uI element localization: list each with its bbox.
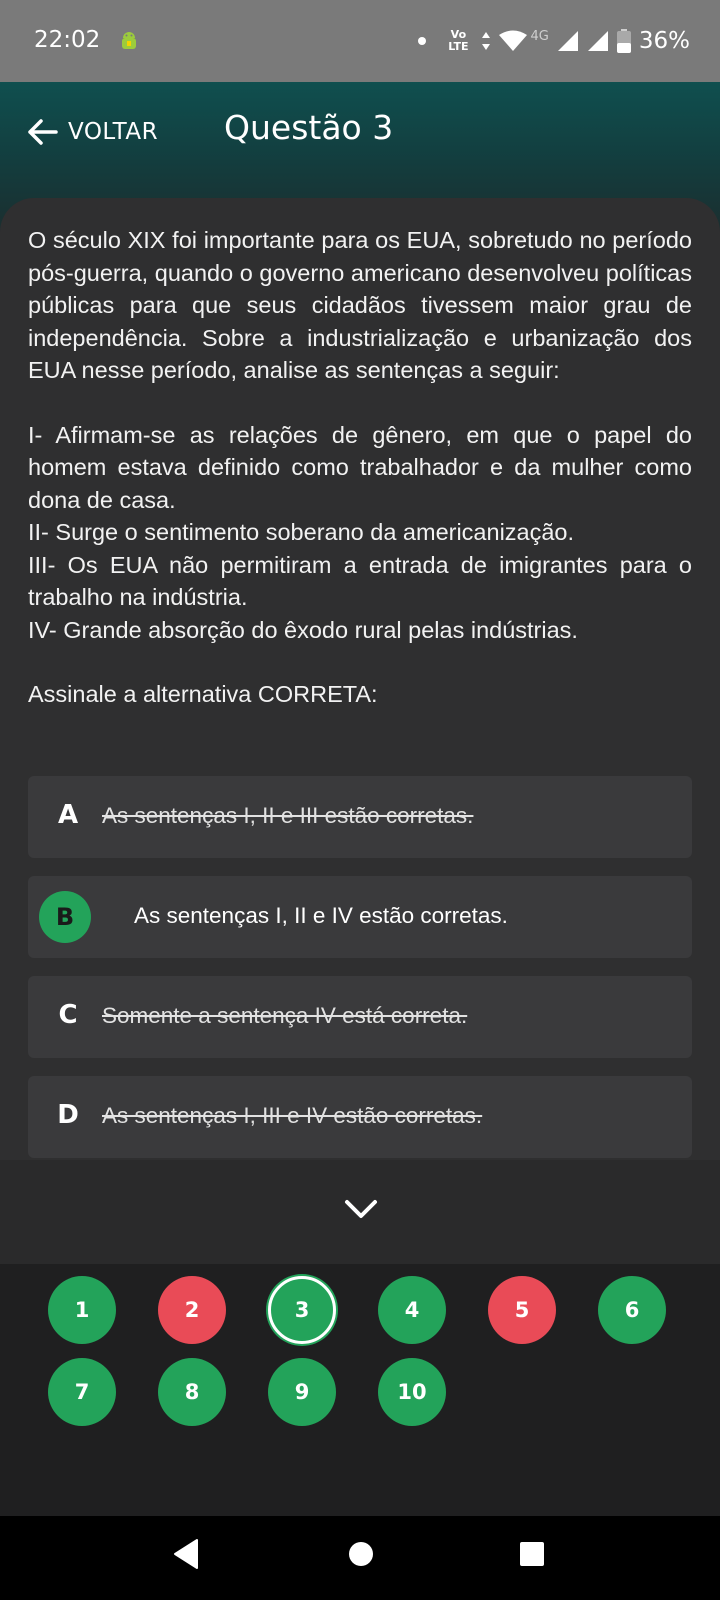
alternative-b[interactable] <box>28 876 692 958</box>
alternative-c[interactable] <box>28 976 692 1058</box>
wifi-icon <box>499 30 527 52</box>
question-nav-10[interactable]: 10 <box>378 1358 446 1426</box>
alternative-d[interactable] <box>28 1076 692 1158</box>
question-nav-6[interactable]: 6 <box>598 1276 666 1344</box>
question-intro: O século XIX foi importante para os EUA, sobretudo no período pós-guerra, quando o governo americano desenvolveu políticas públicas para que seus cidadãos tivessem maior grau de independência. Sobre a industrialização e urbanização dos EUA nesse período, analise as sentenças a seguir: <box>28 227 692 383</box>
question-text <box>28 224 692 711</box>
collapse-navigator-button[interactable] <box>0 1160 720 1264</box>
alternative-text: As sentenças I, III e IV estão corretas. <box>102 1103 483 1128</box>
recents-square-icon[interactable] <box>518 1538 546 1570</box>
question-nav-4[interactable]: 4 <box>378 1276 446 1344</box>
home-circle-icon[interactable] <box>347 1538 375 1570</box>
question-nav-1[interactable]: 1 <box>48 1276 116 1344</box>
alternative-letter: D <box>57 1100 79 1130</box>
alternative-letter: C <box>58 1000 78 1030</box>
android-robot-icon <box>118 30 140 52</box>
system-nav-bar <box>0 1516 720 1600</box>
statement-3: III- Os EUA não permitiram a entrada de imigrantes para o trabalho na indústria. <box>28 551 692 610</box>
status-bar <box>0 0 720 82</box>
alternative-text: Somente a sentença IV está correta. <box>102 1003 468 1028</box>
signal-icon <box>557 30 579 52</box>
signal-icon <box>587 30 609 52</box>
question-card <box>0 198 720 1160</box>
statement-4: IV- Grande absorção do êxodo rural pelas indústrias. <box>28 616 578 643</box>
data-arrows-icon <box>481 30 491 52</box>
question-nav-7[interactable]: 7 <box>48 1358 116 1426</box>
question-navigator <box>0 1160 720 1516</box>
question-nav-5[interactable]: 5 <box>488 1276 556 1344</box>
alternative-letter: A <box>57 800 79 830</box>
question-prompt: Assinale a alternativa CORRETA: <box>28 681 378 707</box>
battery-percent: 36% <box>638 28 690 54</box>
alternative-a[interactable] <box>28 776 692 858</box>
back-button[interactable] <box>26 112 158 152</box>
dot-icon <box>418 37 426 45</box>
statement-2: II- Surge o sentimento soberano da americanização. <box>28 519 575 545</box>
status-icons <box>418 25 690 57</box>
question-nav-2[interactable]: 2 <box>158 1276 226 1344</box>
question-nav-3[interactable]: 3 <box>268 1276 336 1344</box>
alternative-letter-selected: B <box>39 891 91 943</box>
status-time: 22:02 <box>34 27 101 53</box>
network-type: 4G <box>530 28 549 44</box>
statement-1: I- Afirmam-se as relações de gênero, em que o papel do homem estava definido como trabalhador e da mulher como dona de casa. <box>28 421 692 513</box>
question-nav-8[interactable]: 8 <box>158 1358 226 1426</box>
question-nav-9[interactable]: 9 <box>268 1358 336 1426</box>
chevron-down-icon <box>344 1198 378 1220</box>
alternative-text: As sentenças I, II e III estão corretas. <box>102 803 474 828</box>
arrow-left-icon <box>26 116 58 148</box>
page-title: Questão 3 <box>224 108 394 147</box>
back-triangle-icon[interactable] <box>172 1538 200 1570</box>
battery-icon <box>617 29 631 53</box>
alternative-text: As sentenças I, II e IV estão corretas. <box>134 903 508 928</box>
back-label: VOLTAR <box>68 119 159 145</box>
volte-icon: Vo LTE <box>448 28 469 53</box>
